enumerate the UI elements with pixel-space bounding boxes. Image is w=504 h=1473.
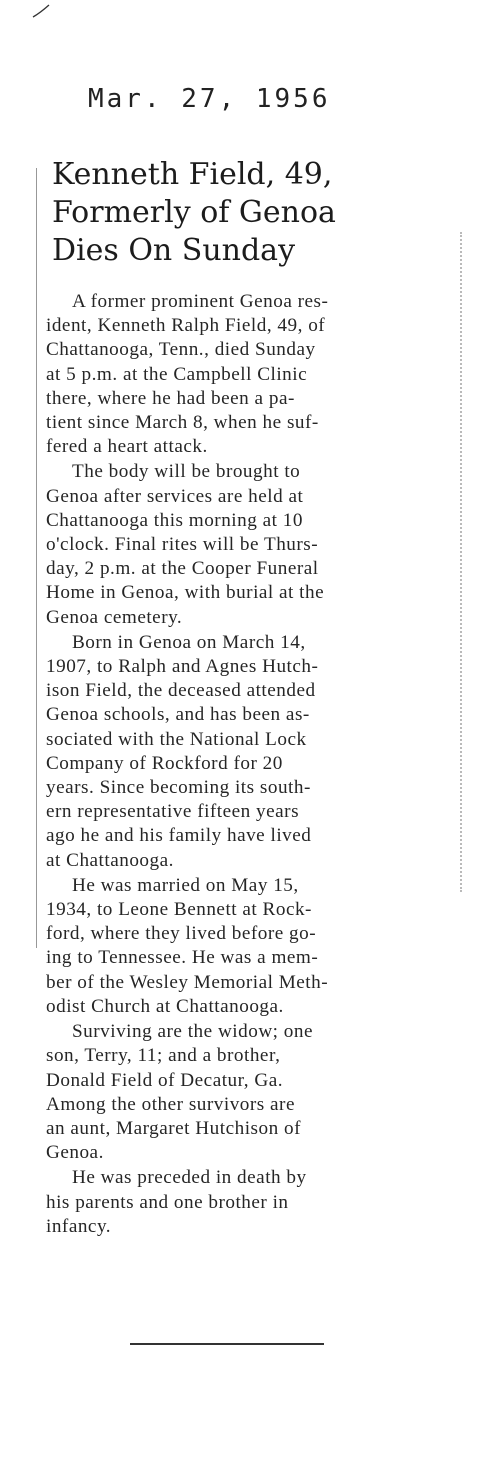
text-line: A former prominent Genoa res-: [72, 291, 329, 312]
paragraph-biography: [46, 631, 452, 873]
paragraph-death-notice: [46, 290, 452, 459]
headline-line: Dies On Sunday: [52, 233, 296, 268]
text-line: sociated with the National Lock: [46, 728, 307, 750]
pen-tick-mark: [32, 4, 50, 18]
obituary-clipping: [38, 156, 452, 1240]
text-line: tient since March 8, when he suf-: [46, 412, 319, 434]
paragraph-marriage: [46, 874, 452, 1019]
text-line: Donald Field of Decatur, Ga.: [46, 1069, 284, 1091]
text-line: o'clock. Final rites will be Thurs-: [46, 534, 319, 556]
text-line: son, Terry, 11; and a brother,: [46, 1045, 281, 1067]
paragraph-services: [46, 460, 452, 629]
end-of-article-rule: [130, 1343, 324, 1345]
text-line: day, 2 p.m. at the Cooper Funeral: [46, 558, 319, 580]
text-line: ber of the Wesley Memorial Meth-: [46, 971, 329, 993]
paragraph-preceded-in-death: [46, 1166, 452, 1239]
text-line: ford, where they lived before go-: [46, 923, 317, 945]
text-line: ern representative fifteen years: [46, 801, 300, 823]
paragraph-survivors: [46, 1020, 452, 1165]
text-line: Born in Genoa on March 14,: [72, 631, 306, 653]
text-line: Chattanooga this morning at 10: [46, 509, 303, 531]
text-line: ison Field, the deceased attended: [46, 680, 316, 702]
text-line: years. Since becoming its south-: [46, 777, 311, 799]
headline-line: Formerly of Genoa: [52, 195, 336, 230]
text-line: ago he and his family have lived: [46, 825, 312, 847]
text-line: Surviving are the widow; one: [72, 1021, 314, 1043]
text-line: He was married on May 15,: [72, 874, 299, 896]
text-line: 1907, to Ralph and Agnes Hutch-: [46, 656, 319, 678]
text-line: Genoa schools, and has been as-: [46, 704, 310, 726]
headline: [38, 156, 452, 270]
text-line: fered a heart attack.: [46, 436, 208, 458]
text-line: He was preceded in death by: [72, 1167, 307, 1189]
text-line: ing to Tennessee. He was a mem-: [46, 947, 319, 969]
clipping-left-edge: [36, 168, 37, 948]
text-line: 1934, to Leone Bennett at Rock-: [46, 899, 312, 921]
text-line: Home in Genoa, with burial at the: [46, 582, 325, 604]
text-line: Genoa after services are held at: [46, 485, 304, 507]
text-line: The body will be brought to: [72, 461, 301, 483]
text-line: infancy.: [46, 1215, 112, 1237]
text-line: Company of Rockford for 20: [46, 752, 283, 774]
text-line: Among the other survivors are: [46, 1093, 295, 1115]
text-line: ident, Kenneth Ralph Field, 49, of: [46, 315, 326, 337]
text-line: his parents and one brother in: [46, 1191, 289, 1213]
text-line: at Chattanooga.: [46, 849, 174, 871]
headline-line: Kenneth Field, 49,: [52, 157, 333, 192]
date-stamp: Mar. 27, 1956: [88, 84, 331, 114]
text-line: Genoa cemetery.: [46, 606, 183, 628]
article-body: [38, 290, 452, 1239]
text-line: odist Church at Chattanooga.: [46, 995, 284, 1017]
text-line: an aunt, Margaret Hutchison of: [46, 1117, 301, 1139]
text-line: at 5 p.m. at the Campbell Clinic: [46, 363, 308, 385]
text-line: Chattanooga, Tenn., died Sunday: [46, 339, 316, 361]
clipping-right-edge: [460, 232, 464, 892]
text-line: Genoa.: [46, 1142, 104, 1164]
text-line: there, where he had been a pa-: [46, 387, 295, 409]
